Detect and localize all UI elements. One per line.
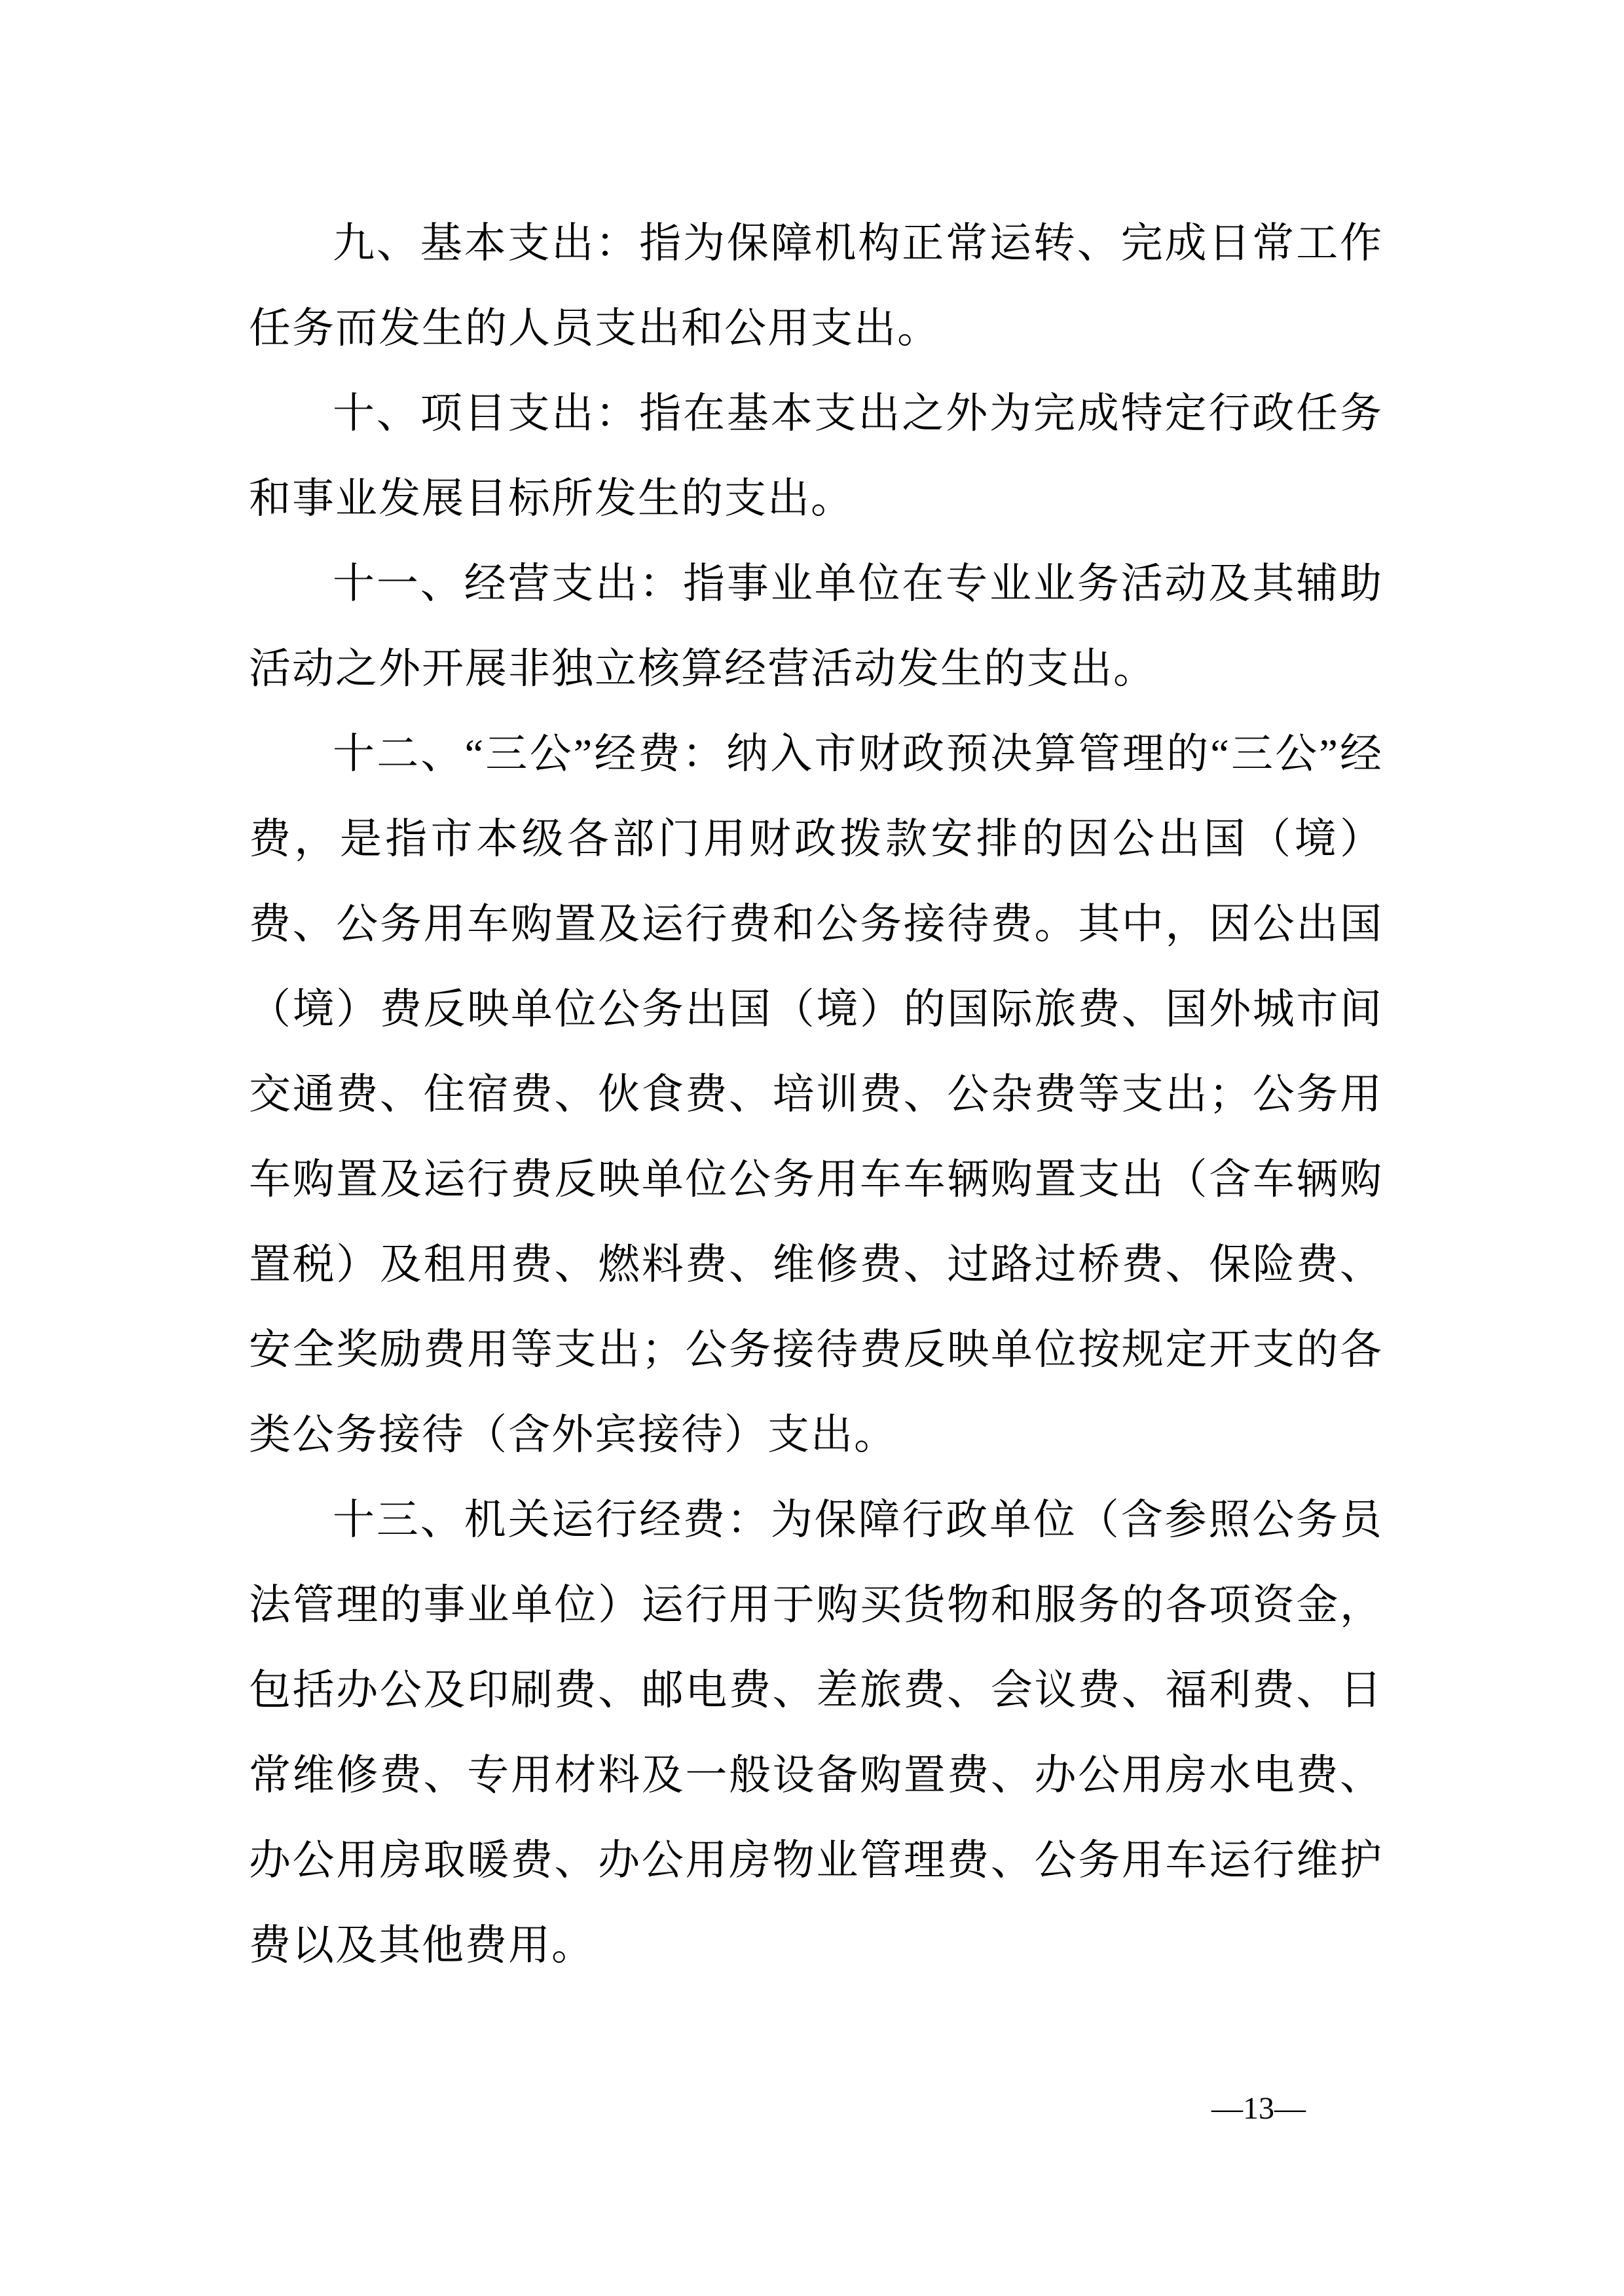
document-body [249, 201, 1383, 1988]
paragraph-agency-operating-funds: 十三、机关运行经费：为保障行政单位（含参照公务员法管理的事业单位）运行用于购买货物和服务的各项资金，包括办公及印刷费、邮电费、差旅费、会议费、福利费、日常维修费、专用材料及一般设备购置费、办公用房水电费、办公用房取暖费、办公用房物业管理费、公务用车运行维护费以及其他费用。 [249, 1497, 1383, 1969]
paragraph-basic-expenditure: 九、基本支出：指为保障机构正常运转、完成日常工作任务而发生的人员支出和公用支出。 [249, 220, 1383, 352]
paragraph-project-expenditure: 十、项目支出：指在基本支出之外为完成特定行政任务和事业发展目标所发生的支出。 [249, 390, 1383, 522]
page-number: —13— [1211, 2091, 1306, 2126]
paragraph-three-public-funds: 十二、“三公”经费：纳入市财政预决算管理的“三公”经费，是指市本级各部门用财政拨款安排的因公出国（境）费、公务用车购置及运行费和公务接待费。其中，因公出国（境）费反映单位公务出国（境）的国际旅费、国外城市间交通费、住宿费、伙食费、培训费、公杂费等支出；公务用车购置及运行费反映单位公务用车车辆购置支出（含车辆购置税）及租用费、燃料费、维修费、过路过桥费、保险费、安全奖励费用等支出；公务接待费反映单位按规定开支的各类公务接待（含外宾接待）支出。 [249, 731, 1383, 1458]
paragraph-operating-expenditure: 十一、经营支出：指事业单位在专业业务活动及其辅助活动之外开展非独立核算经营活动发生的支出。 [249, 560, 1383, 692]
